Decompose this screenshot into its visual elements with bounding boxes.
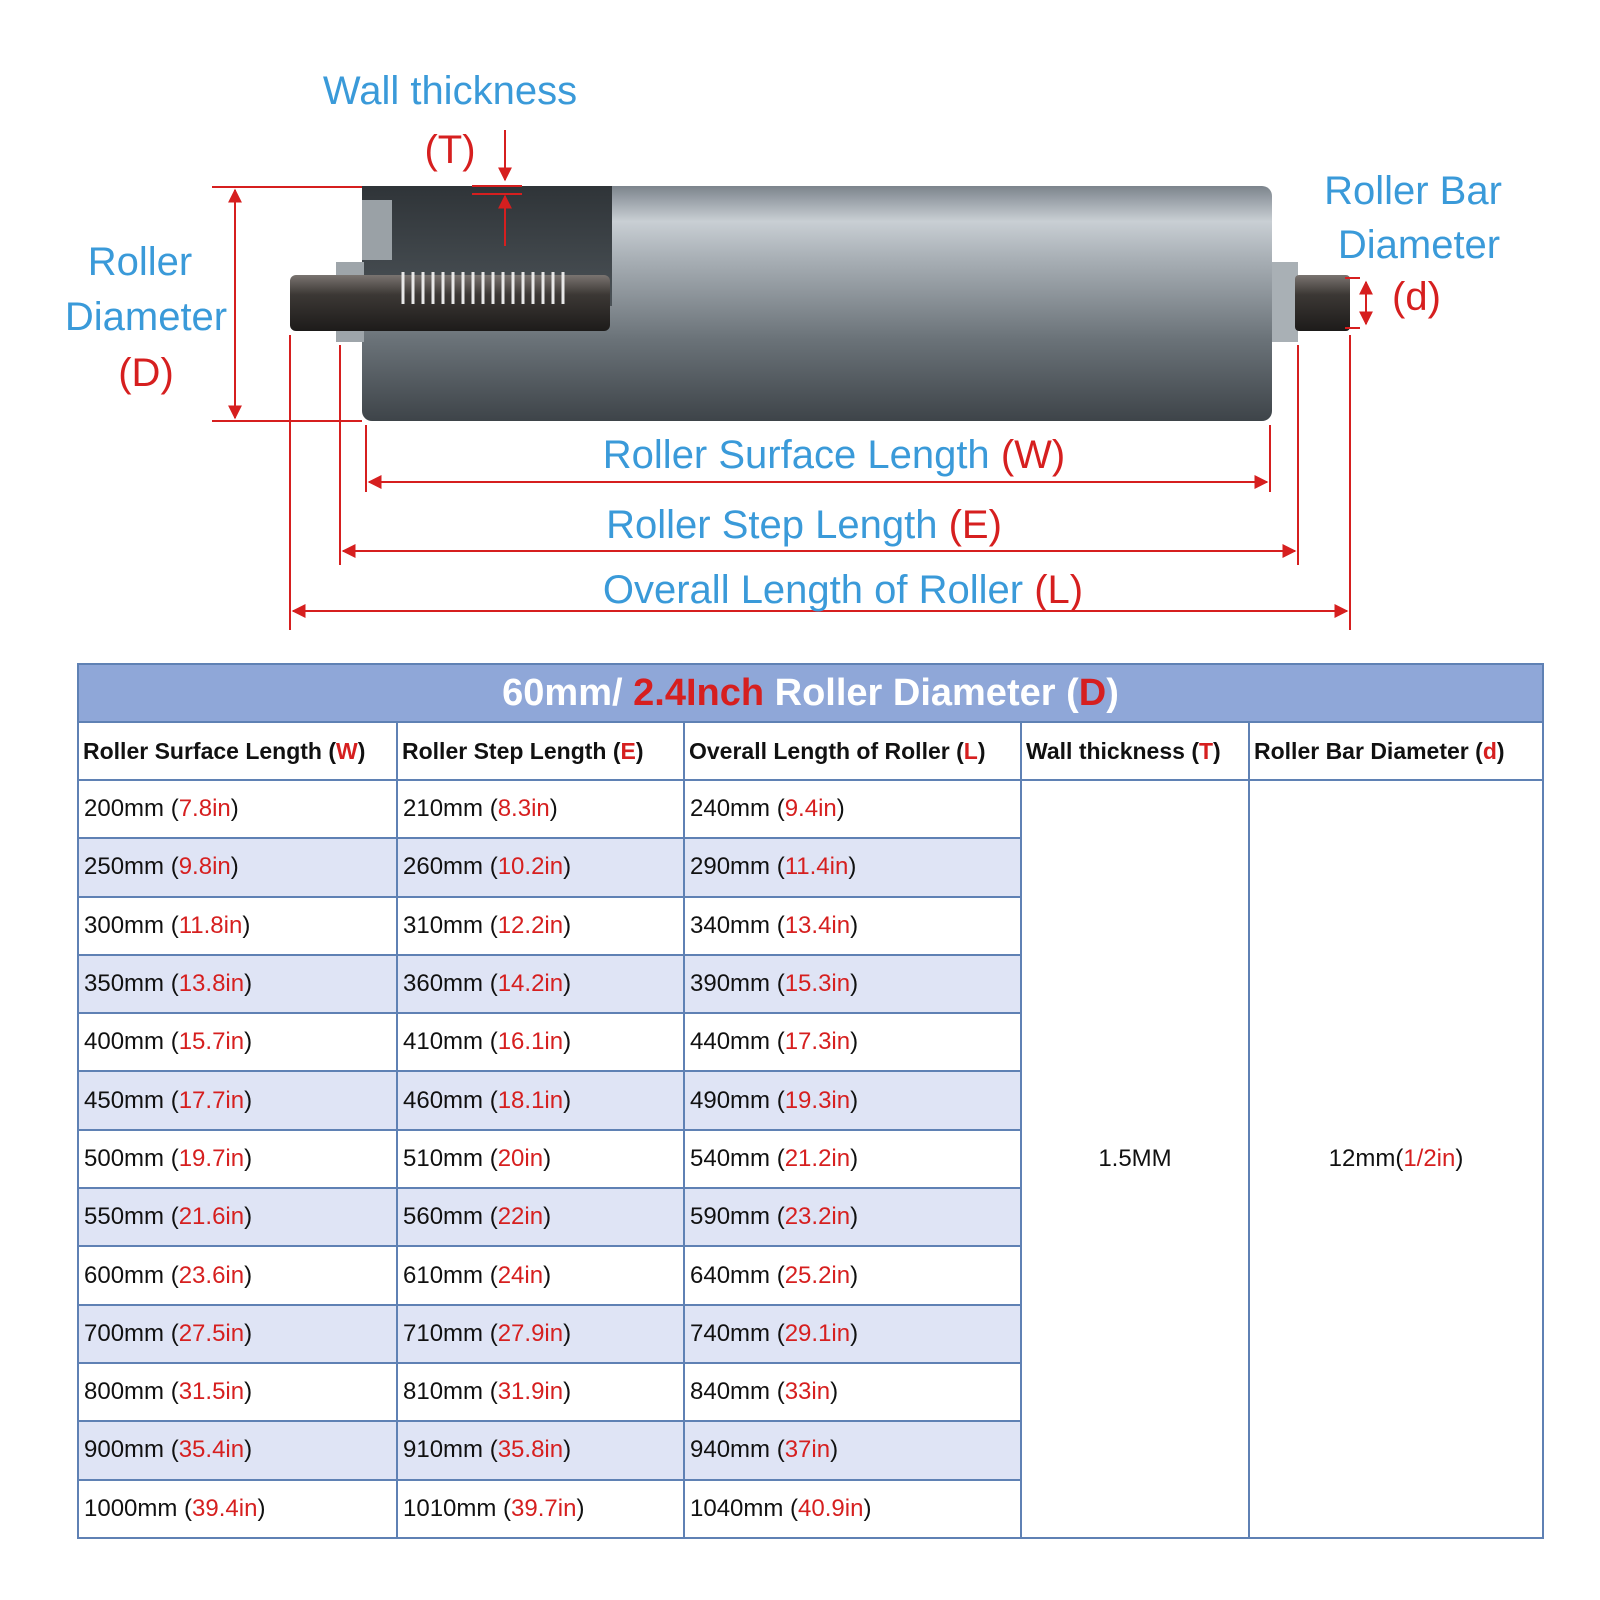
surface-length-label: Roller Surface Length (W) <box>602 433 1066 477</box>
step-length-cell: 1010mm (39.7in) <box>397 1480 684 1538</box>
step-length-cell: 560mm (22in) <box>397 1188 684 1246</box>
roller-illustration <box>290 186 1350 421</box>
overall-length-cell: 1040mm (40.9in) <box>684 1480 1021 1538</box>
surface-length-cell: 800mm (31.5in) <box>78 1363 397 1421</box>
overall-length-cell: 440mm (17.3in) <box>684 1013 1021 1071</box>
roller-bar-label-2: Diameter <box>1337 223 1501 267</box>
wall-thickness-symbol: (T) <box>424 128 476 172</box>
surface-length-cell: 700mm (27.5in) <box>78 1305 397 1363</box>
step-length-cell: 810mm (31.9in) <box>397 1363 684 1421</box>
bar-diameter-value-cell: 12mm(1/2in) <box>1249 780 1543 1538</box>
column-header-overall-length: Overall Length of Roller (L) <box>684 722 1021 780</box>
surface-length-cell: 900mm (35.4in) <box>78 1421 397 1479</box>
roller-bar-label-1: Roller Bar <box>1324 169 1502 213</box>
overall-length-cell: 740mm (29.1in) <box>684 1305 1021 1363</box>
roller-diameter-label-1: Roller <box>87 240 193 284</box>
surface-length-cell: 350mm (13.8in) <box>78 955 397 1013</box>
step-length-cell: 460mm (18.1in) <box>397 1071 684 1129</box>
overall-length-cell: 290mm (11.4in) <box>684 838 1021 896</box>
overall-length-label: Overall Length of Roller (L) <box>602 568 1084 612</box>
surface-length-cell: 500mm (19.7in) <box>78 1130 397 1188</box>
table-title: 60mm/ 2.4Inch Roller Diameter (D) <box>78 664 1543 722</box>
roller-dimension-diagram <box>0 0 1600 650</box>
column-header-bar-diameter: Roller Bar Diameter (d) <box>1249 722 1543 780</box>
overall-length-cell: 340mm (13.4in) <box>684 897 1021 955</box>
step-length-cell: 260mm (10.2in) <box>397 838 684 896</box>
overall-length-cell: 590mm (23.2in) <box>684 1188 1021 1246</box>
roller-spec-table <box>77 663 1544 1539</box>
overall-length-cell: 640mm (25.2in) <box>684 1246 1021 1304</box>
step-length-cell: 510mm (20in) <box>397 1130 684 1188</box>
overall-length-cell: 240mm (9.4in) <box>684 780 1021 838</box>
step-length-cell: 210mm (8.3in) <box>397 780 684 838</box>
overall-length-cell: 490mm (19.3in) <box>684 1071 1021 1129</box>
table-title-row <box>78 664 1543 722</box>
step-length-cell: 410mm (16.1in) <box>397 1013 684 1071</box>
surface-length-cell: 600mm (23.6in) <box>78 1246 397 1304</box>
column-header-surface-length: Roller Surface Length (W) <box>78 722 397 780</box>
step-length-cell: 360mm (14.2in) <box>397 955 684 1013</box>
table-header-row <box>78 722 1543 780</box>
overall-length-cell: 540mm (21.2in) <box>684 1130 1021 1188</box>
overall-length-cell: 390mm (15.3in) <box>684 955 1021 1013</box>
step-length-cell: 610mm (24in) <box>397 1246 684 1304</box>
surface-length-cell: 1000mm (39.4in) <box>78 1480 397 1538</box>
wall-thickness-label: Wall thickness <box>322 69 578 113</box>
surface-length-cell: 400mm (15.7in) <box>78 1013 397 1071</box>
overall-length-cell: 840mm (33in) <box>684 1363 1021 1421</box>
roller-shaft-right <box>1295 275 1350 331</box>
roller-diameter-label-2: Diameter <box>64 295 228 339</box>
step-length-cell: 710mm (27.9in) <box>397 1305 684 1363</box>
overall-length-cell: 940mm (37in) <box>684 1421 1021 1479</box>
roller-bearing-housing <box>362 200 392 260</box>
surface-length-cell: 250mm (9.8in) <box>78 838 397 896</box>
column-header-wall-thickness: Wall thickness (T) <box>1021 722 1249 780</box>
step-length-cell: 310mm (12.2in) <box>397 897 684 955</box>
roller-bar-symbol: (d) <box>1392 275 1441 319</box>
roller-right-cap <box>1272 262 1298 342</box>
surface-length-cell: 450mm (17.7in) <box>78 1071 397 1129</box>
step-length-label: Roller Step Length (E) <box>606 503 1002 547</box>
table-row <box>78 780 1543 838</box>
surface-length-cell: 550mm (21.6in) <box>78 1188 397 1246</box>
surface-length-cell: 300mm (11.8in) <box>78 897 397 955</box>
column-header-step-length: Roller Step Length (E) <box>397 722 684 780</box>
roller-diameter-symbol: (D) <box>118 351 174 395</box>
wall-thickness-value-cell: 1.5MM <box>1021 780 1249 1538</box>
surface-length-cell: 200mm (7.8in) <box>78 780 397 838</box>
step-length-cell: 910mm (35.8in) <box>397 1421 684 1479</box>
